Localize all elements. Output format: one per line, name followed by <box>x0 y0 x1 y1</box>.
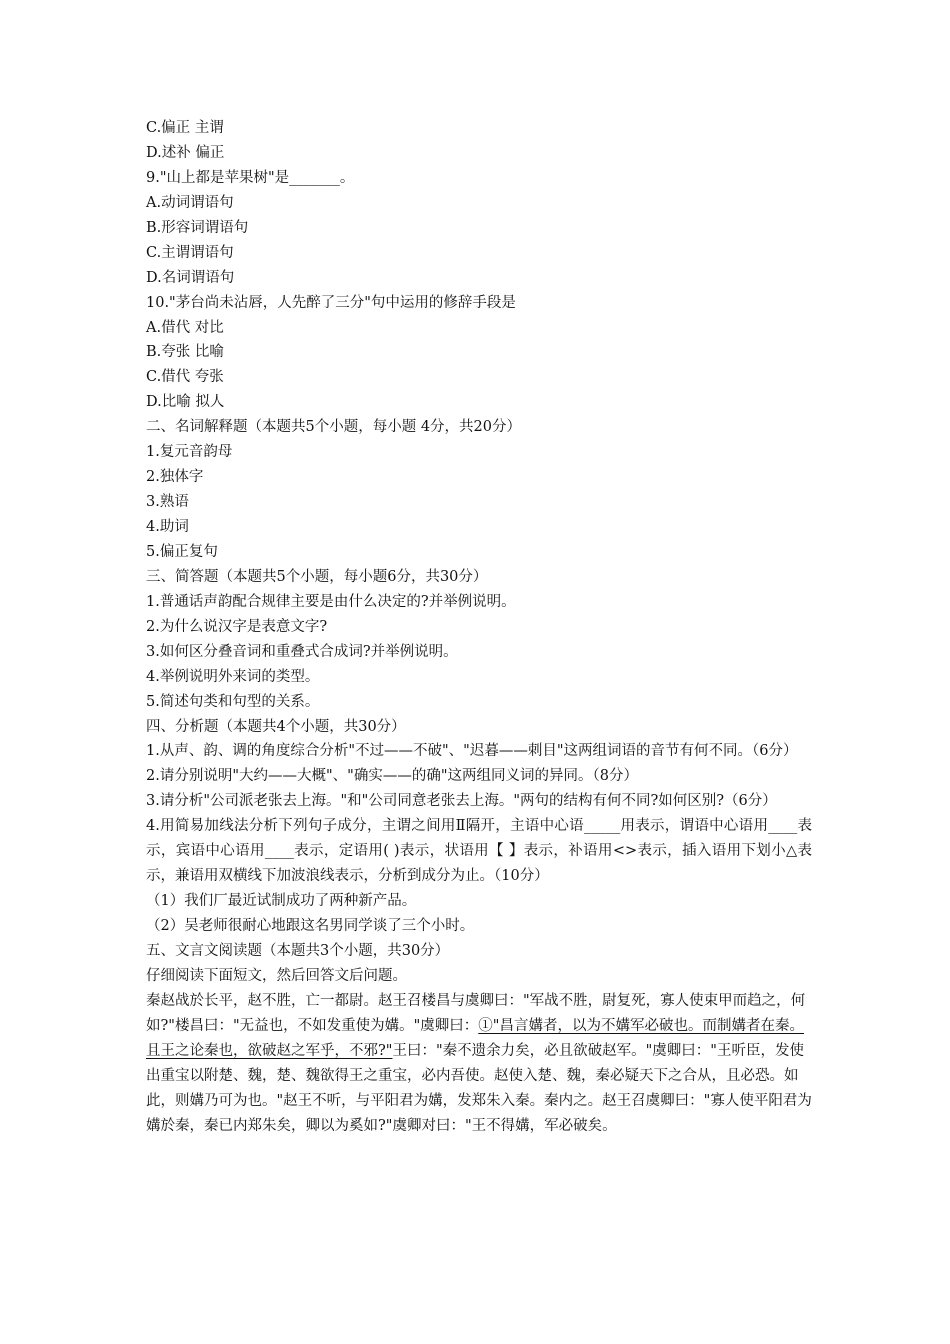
section-2-heading: 二、名词解释题（本题共5个小题，每小题 4分，共20分） <box>146 419 522 436</box>
option-b-q10: B.夸张 比喻 <box>146 344 224 361</box>
passage-part-1: 秦赵战於长平，赵不胜，亡一都尉。赵王召楼昌与虞卿曰："军战不胜，尉复死，寡人使束甲而趋之，何如?"楼昌曰："无益也，不如发重使为媾。"虞卿曰： <box>146 992 806 1034</box>
option-a-q10: A.借代 对比 <box>146 319 224 336</box>
term-5: 5.偏正复句 <box>146 543 218 560</box>
term-1: 1.复元音韵母 <box>146 444 233 461</box>
section-3-heading: 三、简答题（本题共5个小题，每小题6分，共30分） <box>146 568 488 585</box>
term-3: 3.熟语 <box>146 494 189 511</box>
question-10: 10."茅台尚未沾唇，人先醉了三分"句中运用的修辞手段是 <box>146 294 516 311</box>
analysis-question-4: 4.用简易加线法分析下列句子成分，主谓之间用Ⅱ隔开，主语中心语_____用表示，谓语中心语用____表示，宾语中心语用____表示，定语用( )表示，状语用【 】表示，补语用<>表示，插入语用下划小△表示，兼语用双横线下加波浪线表示，分析到成分为止。（10分） <box>146 818 812 885</box>
option-a-q9: A.动词谓语句 <box>146 194 234 211</box>
short-answer-5: 5.简述句类和句型的关系。 <box>146 693 320 710</box>
term-4: 4.助词 <box>146 519 189 535</box>
option-d-q10: D.比喻 拟人 <box>146 394 225 411</box>
term-2: 2.独体字 <box>146 469 204 486</box>
question-9: 9."山上都是苹果树"是_______。 <box>146 169 355 186</box>
short-answer-3: 3.如何区分叠音词和重叠式合成词?并举例说明。 <box>146 643 458 660</box>
option-c-q9: C.主谓谓语句 <box>146 244 234 261</box>
reading-instruction: 仔细阅读下面短文，然后回答文后问题。 <box>146 967 407 984</box>
section-5-heading: 五、文言文阅读题（本题共3个小题，共30分） <box>146 943 450 960</box>
option-b-q9: B.形容词谓语句 <box>146 219 249 236</box>
classical-passage <box>146 989 812 1139</box>
sentence-1: （1）我们厂最近试制成功了两种新产品。 <box>146 893 417 910</box>
sentence-2: （2）吴老师很耐心地跟这名男同学谈了三个小时。 <box>146 918 475 935</box>
analysis-question-2: 2.请分别说明"大约——大概"、"确实——的确"这两组同义词的异同。（8分） <box>146 768 638 785</box>
short-answer-2: 2.为什么说汉字是表意文字? <box>146 618 328 635</box>
short-answer-4: 4.举例说明外来词的类型。 <box>146 668 320 685</box>
passage-underlined-sentence: ①"昌言媾者，以为不媾军必破也。而制媾者在秦。且王之论秦也，欲破赵之军乎，不邪?" <box>146 1017 804 1059</box>
option-c-q8: C.偏正 主谓 <box>146 120 224 136</box>
option-d-q8: D.述补 偏正 <box>146 144 225 161</box>
short-answer-1: 1.普通话声韵配合规律主要是由什么决定的?并举例说明。 <box>146 593 516 610</box>
exam-content <box>146 116 812 1139</box>
section-4-heading: 四、分析题（本题共4个小题，共30分） <box>146 718 406 735</box>
passage-part-2: 王曰："秦不遗余力矣，必且欲破赵军。"虞卿曰："王听臣，发使出重宝以附楚、魏，楚、魏欲得王之重宝，必内吾使。赵使入楚、魏，秦必疑天下之合从，且必恐。如此，则媾乃可为也。"赵王不听，与平阳君为媾，发郑朱入秦。秦内之。赵王召虞卿曰："寡人使平阳君为媾於秦，秦已内郑朱矣，卿以为奚如?"虞卿对曰："王不得媾，军必破矣。 <box>146 1042 812 1134</box>
analysis-question-1: 1.从声、韵、调的角度综合分析"不过——不破"、"迟暮——刺目"这两组词语的音节有何不同。（6分） <box>146 743 798 760</box>
analysis-question-3: 3.请分析"公司派老张去上海。"和"公司同意老张去上海。"两句的结构有何不同?如何区别?（6分） <box>146 793 777 810</box>
option-d-q9: D.名词谓语句 <box>146 269 235 286</box>
option-c-q10: C.借代 夸张 <box>146 369 224 386</box>
